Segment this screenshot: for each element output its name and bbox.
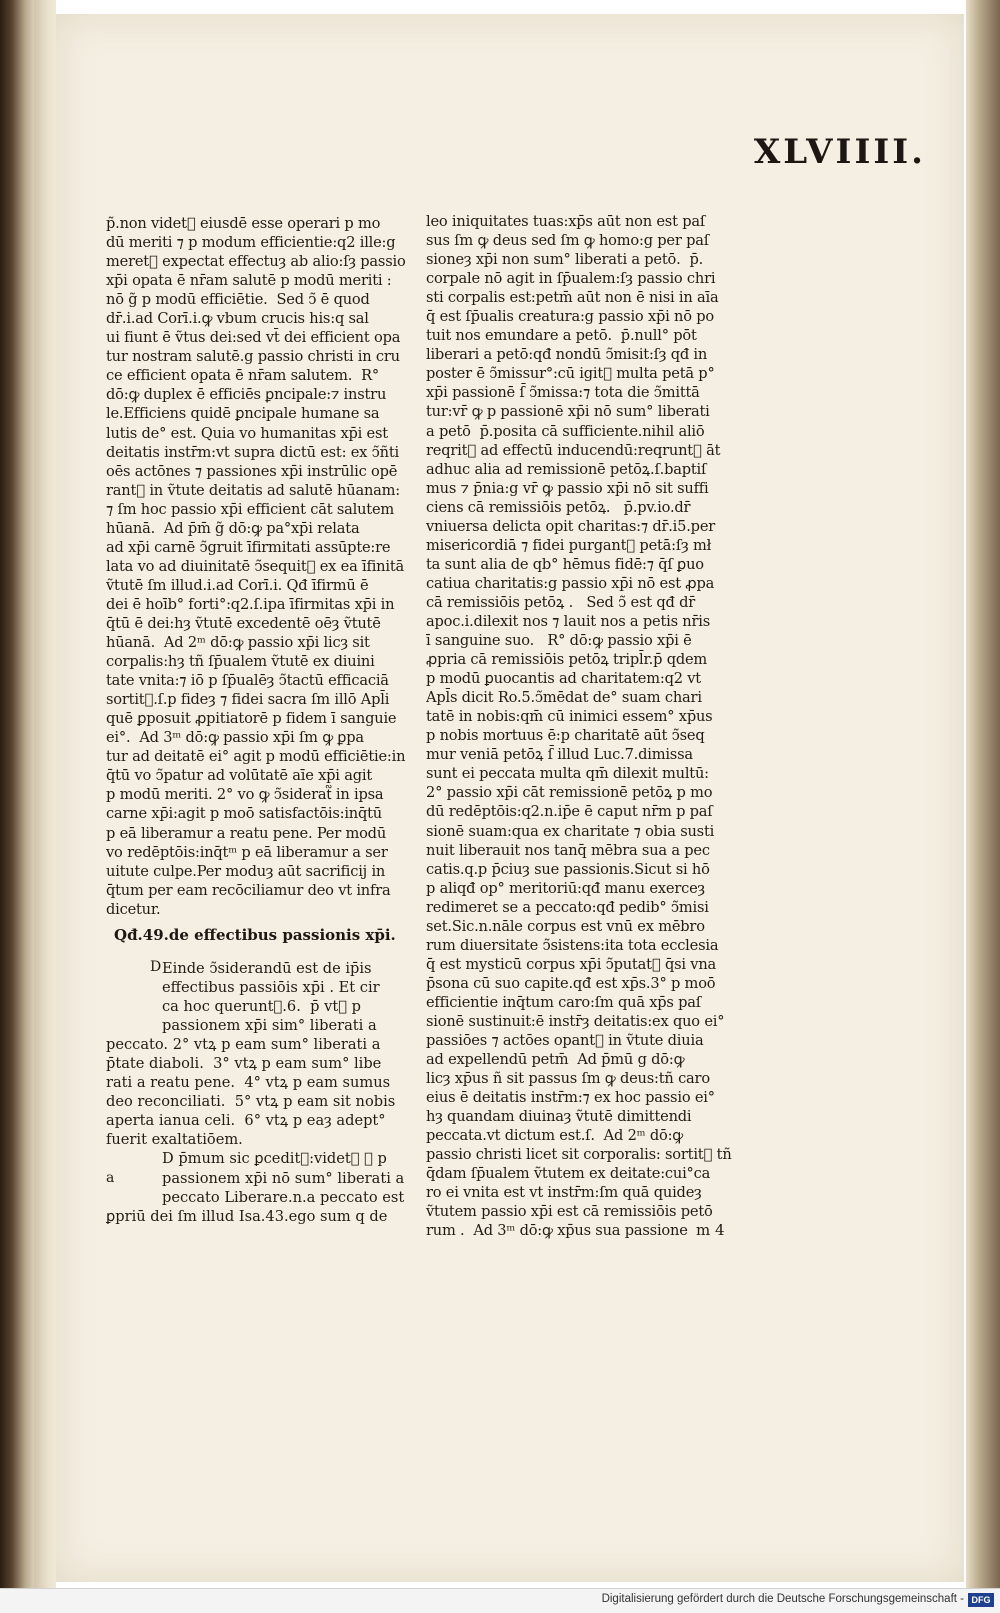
page-fore-edge [966,0,1000,1612]
left-column-line: hūanā. Ad p̄m̄ g̃ dō:ꝙ pa°xp̄i relata [106,519,360,537]
section-intro-line-text: ca hoc querunt᷑.6. p̄ vtꝝ p [162,998,361,1016]
left-column-line: ce efficient opata ē nr̄am salutem. R° [106,367,379,385]
left-column-line: q̄tum per eam recōciliamur deo vt infra [106,881,391,899]
article-intro-line [106,1188,436,1207]
section-body-line-text: aperta ianua celi. 6° vtꝝ p eaȝ adept° [106,1112,386,1130]
section-intro-line [106,997,436,1016]
initial-letter: D [150,959,162,975]
right-column-line: 2° passio xp̄i cāt remissionē petōꝝ p mo [426,784,713,802]
left-column-line: lata vo ad diuinitatē ↄ̃sequit᷑ ex ea īfinitā [106,557,404,575]
article-intro-line [106,1149,436,1168]
right-column-line: ṽtutem passio xp̄i est cā remissiōis petō [426,1203,713,1221]
left-column-line: tur ad deitatē ei° agit p modū efficiētie:in [106,748,406,766]
right-column-line: set.Sic.n.nāle corpus est vnū ex mēbro [426,917,705,935]
right-column-line: sti corpalis est:petm̄ aūt non ē nisi in aīa [426,289,719,307]
section-heading: Qđ.49.de effectibus passionis xp̄i. [114,926,396,944]
right-column-line: poster ē ↄ̃missur°:cū igit᷑ multa petā p° [426,365,715,383]
left-column-line: carne xp̄i:agit p moō satisfactōis:inq̄tū [106,805,383,823]
right-column-line: ꝓpria cā remissiōis petōꝝ tripl̄r.p̄ qdem [426,651,708,669]
right-column-line: xp̄i passionē ſ̄ ↄ̃missa:⁊ tota die ↄ̃mittā [426,384,700,402]
right-column-line: p nobis mortuus ē:p charitatē aūt ↄ̃seq [426,727,705,745]
right-column-line: catis.q.p p̄ciuȝ sue passionis.Sicut si hō [426,860,710,878]
section-body-line-text: rati a reatu pene. 4° vtꝝ p eam sumus [106,1074,391,1092]
right-column-line: ta sunt alia de qb° hēmus fidē:⁊ q̄ſ ꝑuo [426,555,704,573]
left-column [106,214,436,919]
right-column-line: efficientie inq̄tum caro:ſm quā xp̄s paſ [426,993,701,1011]
left-column-line: lutis de° est. Quia vo humanitas xp̄i est [106,424,388,442]
right-column-line: ciens cā remissiōis petōꝝ. p̄.pv.io.dr̄ [426,498,691,516]
left-column-line: tate vnita:⁊ iō p ſp̄ualēȝ ↄ̃tactū efficaciā [106,672,389,690]
left-column-line: dicetur. [106,900,161,918]
right-column-line: catiua charitatis:g passio xp̄i nō est ꝓpa [426,574,715,592]
section-body-line-text: fuerit exaltatiōem. [106,1131,243,1149]
footer-bar [0,1588,1000,1613]
left-column-line: dū meriti ⁊ p modum efficientie:q2 ille:g [106,234,396,252]
section-intro-line [106,1016,436,1035]
right-column-line: passiōes ⁊ actōes opant᷑ in ṽtute diuia [426,1032,704,1050]
right-column-line: peccata.vt dictum est.ſ. Ad 2ᵐ dō:ꝙ [426,1127,684,1145]
right-column-line: eius ē deitatis instr̄m:⁊ ex hoc passio ei° [426,1089,715,1107]
article-intro-line-text: peccato Liberare.n.a peccato est [162,1188,405,1206]
section-body-line-text: peccato. 2° vtꝝ p eam sum° liberati a [106,1036,381,1054]
right-column-line: hȝ quandam diuinaȝ ṽtutē dimittendi [426,1108,692,1126]
right-column-line: sus ſm ꝙ deus sed ſm ꝙ homo:g per paſ [426,232,709,250]
left-column-line: ui fiunt ē ṽtus dei:sed vt̄ dei efficient opa [106,329,401,347]
right-column-line: nuit liberauit nos tanq̄ mēbra sua a pec [426,841,710,859]
left-column-line: xp̄i opata ē nr̄am salutē p modū meriti : [106,272,392,290]
left-column-line: deitatis instr̄m:vt supra dictū est: ex ↄ̃ñti [106,443,399,461]
section-intro-line-text: Einde ↄ̃siderandū est de ip̄is [162,960,372,977]
article-intro-line-text: D p̄mum sic ꝑcedit᷑:videt᷑ ꝙ p [162,1150,387,1168]
right-column-line: corpale nō agit in ſp̄ualem:ſȝ passio chri [426,270,716,288]
right-column-line: redimeret se a peccato:qđ pedib° ↄ̃misi [426,898,709,916]
right-column-line: sionē sustinuit:ē instr̄ȝ deitatis:ex quo ei° [426,1012,725,1030]
left-column-line: sortit᷑.ſ.p fideȝ ⁊ fidei sacra ſm illō Apl̄i [106,691,390,709]
left-column-line: p̃.non videt᷑ eiusdē esse operari p mo [106,215,381,232]
section-intro-line [106,978,436,997]
right-column-line: tatē in nobis:qm̄ cū inimici essem° xp̄us [426,708,713,726]
article-body-line [106,1207,436,1226]
section-body-line-text: p̄tate diaboli. 3° vtꝝ p eam sum° libe [106,1055,382,1073]
left-column-line: tur nostram salutē.g passio christi in cru [106,348,400,366]
right-column-line: tuit nos emundare a petō. p̄.null° pōt [426,327,697,345]
right-column-line: apoc.i.dilexit nos ⁊ lauit nos a petis nr̄is [426,612,711,630]
right-column-line: cā remissiōis petōꝝ . Sed ↄ̃ est qđ dr̄ [426,593,696,611]
footer-credit: Digitalisierung gefördert durch die Deutsche Forschungsgemeinschaft - [601,1593,964,1605]
section-body-line [106,1092,436,1111]
left-column-line: ṽtutē ſm illud.i.ad Corī.i. Qđ īfirmū ē [106,576,369,594]
margin-letter: a [106,1169,115,1186]
right-column-line: passio christi licet sit corporalis: sortit᷑ tñ [426,1146,732,1164]
section-body-line [106,1111,436,1130]
right-column-line: leo iniquitates tuas:xp̄s aūt non est paſ [426,213,706,230]
article-intro-line-text: passionem xp̄i nō sum° liberati a [162,1169,405,1187]
right-column-line: q̄dam ſp̄ualem ṽtutem ex deitate:cui°ca [426,1165,711,1183]
right-column-line: licȝ xp̄us ñ sit passus ſm ꝙ deus:tñ caro [426,1070,710,1088]
right-column-line: rum . Ad 3ᵐ dō:ꝙ xp̄us sua passione [426,1222,688,1240]
left-column-line: corpalis:hȝ tñ ſp̄ualem ṽtutē ex diuini [106,653,375,671]
right-column-line: a petō p̄.posita cā sufficiente.nihil aliō [426,422,705,440]
left-column-line: vo redēptōis:inq̄tᵐ p eā liberamur a ser [106,843,388,861]
book-spine-edge [0,0,34,1612]
right-column-line: ī sanguine suo. R° dō:ꝙ passio xp̄i ē [426,632,692,650]
right-column-line: sionē suam:qua ex charitate ⁊ obia susti [426,822,715,840]
right-column-line: p modū ꝑuocantis ad charitatem:q2 vt [426,670,701,688]
left-column-line: ad xp̄i carnē ↄ̃gruit īfirmitati assūpte:re [106,538,391,556]
right-column-line: sunt ei peccata multa qm̄ dilexit multū: [426,765,709,783]
right-column-line: rum diuersitate ↄ̃sistens:ita tota ecclesia [426,936,719,954]
left-column-line: dei ē hoīb° forti°:q2.ſ.ipa īfirmitas xp̄i in [106,595,395,613]
section-body-line [106,1130,436,1149]
left-column-line: dr̄.i.ad Corī.i.ꝙ vbum crucis his:q sal [106,310,369,328]
left-column-line: ⁊ ſm hoc passio xp̄i efficient cāt salutem [106,500,395,518]
right-column-line: mur veniā petōꝝ ſ̄ illud Luc.7.dimissa [426,746,693,764]
section-body-line-text: deo reconciliati. 5° vtꝝ p eam sit nobis [106,1093,396,1111]
right-column-line: vniuersa delicta opit charitas:⁊ dr̄.i5.per [426,517,716,535]
right-column-line: ro ei vnita est vt instr̄m:ſm quā quideȝ [426,1184,702,1202]
right-column-line: adhuc alia ad remissionē petōꝝ.ſ.baptiſ [426,460,707,478]
article-intro-line [106,1169,436,1188]
right-column-line: dū redēptōis:q2.n.ip̄e ē caput nr̄m p paſ [426,803,713,821]
section-body-line [106,1054,436,1073]
left-column-line: p eā liberamur a reatu pene. Per modū [106,824,387,842]
section-body-line [106,1073,436,1092]
right-column-line: sioneȝ xp̄i non sum° liberati a petō. p̄. [426,251,704,269]
right-column-line: q̄ est mysticū corpus xp̄i ↄ̃putat᷑ q̄si vna [426,955,717,973]
folio-number: XLVIIII. [753,132,926,172]
right-column-line: p̄sona cū suo capite.qđ est xp̄s.3° p moō [426,974,716,992]
section-body-line [106,1035,436,1054]
left-column-line: le.Efficiens quidē ꝑncipale humane sa [106,405,380,423]
left-column-line: q̄tū vo ↄ̃patur ad volūtatē aīe xp̄i agit [106,767,372,785]
right-column [426,212,756,1241]
book-page [56,14,964,1582]
left-column-line: oēs actōnes ⁊ passiones xp̄i instrūlic opē [106,462,398,480]
left-column-line: rant᷑ in ṽtute deitatis ad salutē hūanam: [106,481,400,499]
right-column-line: misericordiā ⁊ fidei purgant᷑ petā:ſȝ mł [426,536,712,554]
article-body-line-text: ꝑpriū dei ſm illud Isa.43.ego sum q de [106,1207,388,1225]
right-column-line: ad expellendū petm̄ Ad p̄mū g dō:ꝙ [426,1051,685,1069]
right-column-line: q̄ est ſp̄ualis creatura:g passio xp̄i nō po [426,308,714,326]
left-column-line: hūanā. Ad 2ᵐ dō:ꝙ passio xp̄i licȝ sit [106,634,370,652]
left-column-line: q̄tū ē dei:hȝ ṽtutē excedentē oēȝ ṽtutē [106,614,381,632]
left-column-line: ei°. Ad 3ᵐ dō:ꝙ passio xp̄i ſm ꝙ ꝑpa [106,729,364,747]
signature-mark: m 4 [696,1221,725,1239]
question-section [106,959,436,1226]
left-column-line: uitute culpe.Per moduȝ aūt sacrificij in [106,862,386,880]
right-column-line: tur:vr̄ ꝙ p passionē xp̄i nō sum° liberati [426,403,710,421]
dfg-logo: DFG [968,1593,994,1607]
left-column-line: p modū meriti. 2° vo ꝙ ↄ̃siderat᷑ in ipsa [106,786,384,804]
left-column-line: quē ꝑposuit ꝓpitiatorē p fidem ī sanguie [106,710,397,728]
left-column-line: nō g̃ p modū efficiētie. Sed ↄ̃ ē quod [106,291,370,309]
right-column-line: mus ⁊ p̄nia:g vr̄ ꝙ passio xp̄i nō sit suffi [426,479,709,497]
page-gutter [34,0,56,1612]
section-intro-line-text: effectibus passiōis xp̄i . Et cir [162,979,380,997]
right-column-line: p aliqđ op° meritoriū:qđ manu exerceȝ [426,879,705,897]
section-intro-line [106,959,436,978]
right-column-line: Apl̄s dicit Ro.5.ↄ̃mēdat de° suam chari [426,689,702,707]
right-column-line: liberari a petō:qđ nondū ↄ̃misit:ſȝ qđ in [426,346,708,364]
left-column-line: dō:ꝙ duplex ē efficiēs ꝑncipale:⁊ instru [106,386,387,404]
left-column-line: meret᷑ expectat effectuȝ ab alio:ſȝ passio [106,253,406,271]
right-column-line: reqrit᷑ ad effectū inducendū:reqrunt᷑ āt [426,441,721,459]
section-intro-line-text: passionem xp̄i sim° liberati a [162,1017,377,1035]
